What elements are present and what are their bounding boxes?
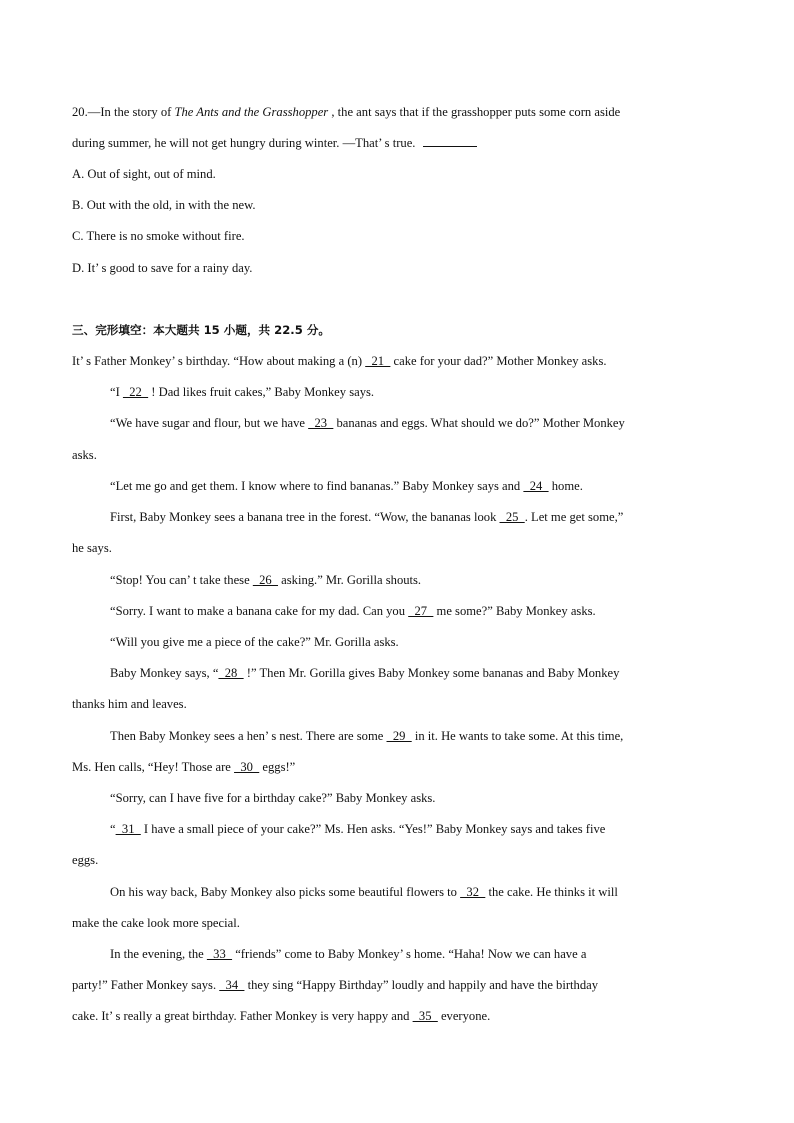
blank-29: 29	[386, 729, 412, 743]
story-title: The Ants and the Grasshopper	[174, 105, 329, 119]
stem-text: , the ant says that if the grasshopper puts some corn aside	[328, 105, 621, 119]
blank-21: 21	[365, 354, 391, 368]
question-number: 20.	[72, 105, 88, 119]
stem-text: during summer, he will not get hungry during winter. —That’ s true.	[72, 136, 419, 150]
option-b: B. Out with the old, in with the new.	[72, 198, 256, 212]
option-c: C. There is no smoke without fire.	[72, 229, 245, 243]
blank-30: 30	[234, 760, 260, 774]
blank-34: 34	[219, 978, 245, 992]
option-d: D. It’ s good to save for a rainy day.	[72, 261, 253, 275]
passage-line: First, Baby Monkey sees a banana tree in the forest. “Wow, the bananas look 25 . Let me get some,”	[110, 510, 624, 524]
option-a: A. Out of sight, out of mind.	[72, 167, 216, 181]
passage-line: It’ s Father Monkey’ s birthday. “How about making a (n) 21 cake for your dad?” Mother Monkey asks.	[72, 354, 607, 368]
passage-line: eggs.	[72, 853, 99, 867]
passage-line: “Sorry. I want to make a banana cake for my dad. Can you 27 me some?” Baby Monkey asks.	[110, 604, 596, 618]
passage-line: make the cake look more special.	[72, 916, 240, 930]
passage-line: asks.	[72, 448, 97, 462]
blank-27: 27	[408, 604, 434, 618]
passage-line: “I 22 ! Dad likes fruit cakes,” Baby Monkey says.	[110, 385, 375, 399]
passage-line: Ms. Hen calls, “Hey! Those are 30 eggs!”	[72, 760, 296, 774]
passage-line: “ 31 I have a small piece of your cake?” Ms. Hen asks. “Yes!” Baby Monkey says and takes five	[110, 822, 606, 836]
passage-line: “We have sugar and flour, but we have 23 bananas and eggs. What should we do?” Mother Monkey	[110, 416, 625, 430]
blank-24: 24	[523, 479, 549, 493]
blank-23: 23	[308, 416, 334, 430]
passage-line: Baby Monkey says, “ 28 !” Then Mr. Gorilla gives Baby Monkey some bananas and Baby Monkey	[110, 666, 620, 680]
blank-25: 25	[499, 510, 525, 524]
blank-33: 33	[206, 947, 233, 961]
passage-line: cake. It’ s really a great birthday. Father Monkey is very happy and 35 everyone.	[72, 1009, 491, 1023]
blank-22: 22	[122, 385, 149, 399]
stem-text: —In the story of	[87, 105, 175, 119]
blank-35: 35	[412, 1009, 438, 1023]
passage-line: “Let me go and get them. I know where to find bananas.” Baby Monkey says and 24 home.	[110, 479, 583, 493]
passage-line: he says.	[72, 541, 112, 555]
passage-line: “Will you give me a piece of the cake?” Mr. Gorilla asks.	[110, 635, 399, 649]
passage-line: In the evening, the 33 “friends” come to Baby Monkey’ s home. “Haha! Now we can have a	[110, 947, 587, 961]
blank-31: 31	[115, 822, 141, 836]
passage-line: Then Baby Monkey sees a hen’ s nest. There are some 29 in it. He wants to take some. At this time,	[110, 729, 624, 743]
question-20-stem-line2	[72, 135, 477, 151]
passage-line: party!” Father Monkey says. 34 they sing “Happy Birthday” loudly and happily and have the birthday	[72, 978, 599, 992]
passage-line: On his way back, Baby Monkey also picks some beautiful flowers to 32 the cake. He thinks it will	[110, 885, 618, 899]
blank-32: 32	[460, 885, 486, 899]
answer-blank	[423, 135, 477, 147]
passage-line: thanks him and leaves.	[72, 697, 187, 711]
passage-line: “Stop! You can’ t take these 26 asking.” Mr. Gorilla shouts.	[110, 573, 422, 587]
passage-line: “Sorry, can I have five for a birthday cake?” Baby Monkey asks.	[110, 791, 436, 805]
blank-28: 28	[218, 666, 244, 680]
question-20-stem-line1	[72, 104, 620, 120]
section-heading: 三、完形填空：本大题共 15 小题，共 22.5 分。	[72, 323, 331, 337]
blank-26: 26	[252, 573, 279, 587]
